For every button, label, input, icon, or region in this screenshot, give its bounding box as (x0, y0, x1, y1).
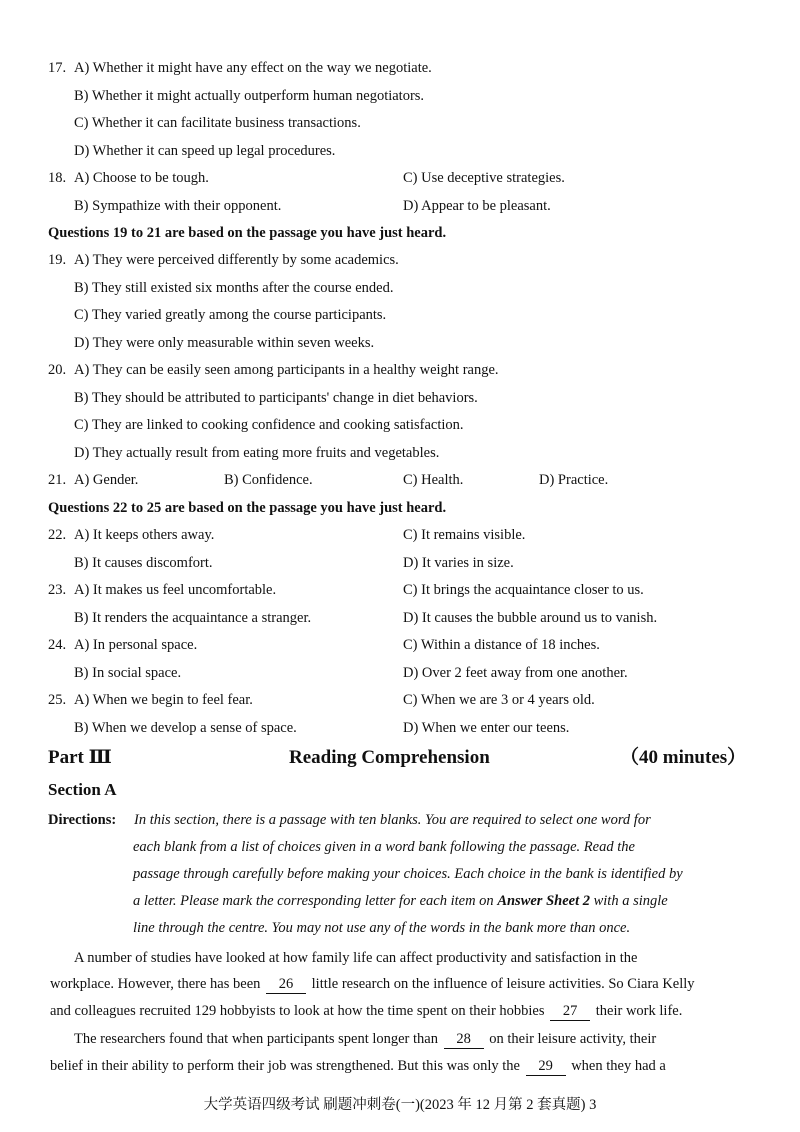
option-d: D) They were only measurable within seven weeks. (74, 335, 375, 351)
question-number: 23. (48, 582, 67, 598)
answer-sheet-ref: Answer Sheet 2 (497, 893, 590, 909)
question-19-row-c (0, 307, 800, 327)
question-number: 19. (48, 252, 67, 268)
question-number: 21. (48, 472, 67, 488)
question-19-row-d (0, 335, 800, 355)
option-b: B) In social space. (74, 665, 182, 681)
passage-p2-line-1 (74, 1031, 774, 1049)
passage-p2-line-2 (50, 1058, 750, 1076)
directions-line-5: line through the centre. You may not use any of the words in the bank more than once. (133, 920, 631, 936)
part-title: Reading Comprehension (289, 747, 490, 768)
directions-line-4-post: with a single (589, 893, 668, 909)
blank-28[interactable]: 28 (444, 1032, 484, 1049)
option-d: D) Practice. (539, 472, 609, 488)
question-23-row-2 (0, 610, 800, 630)
passage-text: workplace. However, there has been (50, 976, 261, 992)
part-label: Part Ⅲ (48, 747, 112, 768)
question-24-row-1 (0, 637, 800, 657)
blank-29[interactable]: 29 (526, 1059, 566, 1076)
question-number: 24. (48, 637, 67, 653)
passage-text: The researchers found that when participants spent longer than (74, 1031, 438, 1047)
directions-line-1: In this section, there is a passage with ten blanks. You are required to select one word for (134, 812, 651, 828)
question-21-row (0, 472, 800, 492)
question-24-row-2 (0, 665, 800, 685)
question-18-row-2 (0, 198, 800, 218)
question-17-row-a (0, 60, 800, 80)
question-number: 17. (48, 60, 67, 76)
question-17-row-d (0, 143, 800, 163)
passage-p1-line-3 (50, 1003, 750, 1021)
option-d: D) They actually result from eating more fruits and vegetables. (74, 445, 440, 461)
question-25-row-1 (0, 692, 800, 712)
passage-p1-line-1: A number of studies have looked at how family life can affect productivity and satisfaction in the (74, 950, 638, 966)
option-c: C) Use deceptive strategies. (403, 170, 565, 186)
option-a: A) Whether it might have any effect on the way we negotiate. (74, 60, 432, 76)
option-c: C) When we are 3 or 4 years old. (403, 692, 595, 708)
question-number: 18. (48, 170, 67, 186)
section-header-19-21: Questions 19 to 21 are based on the passage you have just heard. (48, 225, 447, 241)
question-17-row-b (0, 88, 800, 108)
option-a: A) They can be easily seen among participants in a healthy weight range. (74, 362, 499, 378)
option-c: C) Whether it can facilitate business transactions. (74, 115, 361, 131)
option-a: A) It makes us feel uncomfortable. (74, 582, 277, 598)
question-20-row-c (0, 417, 800, 437)
question-17-row-c (0, 115, 800, 135)
option-d: D) Appear to be pleasant. (403, 198, 551, 214)
section-header-22-25: Questions 22 to 25 are based on the passage you have just heard. (48, 500, 447, 516)
question-19-row-b (0, 280, 800, 300)
directions-line-4-pre: a letter. Please mark the corresponding letter for each item on (133, 893, 498, 909)
option-d: D) Whether it can speed up legal procedures. (74, 143, 336, 159)
option-c: C) Health. (403, 472, 464, 488)
option-c: C) They varied greatly among the course participants. (74, 307, 387, 323)
question-22-row-1 (0, 527, 800, 547)
passage-text: and colleagues recruited 129 hobbyists to look at how the time spent on their hobbies (50, 1003, 545, 1019)
option-a: A) They were perceived differently by some academics. (74, 252, 399, 268)
option-d: D) Over 2 feet away from one another. (403, 665, 628, 681)
question-20-row-d (0, 445, 800, 465)
option-c: C) They are linked to cooking confidence and cooking satisfaction. (74, 417, 464, 433)
question-number: 20. (48, 362, 67, 378)
passage-text: when they had a (571, 1058, 666, 1074)
option-b: B) It renders the acquaintance a stranger. (74, 610, 312, 626)
page-footer: 大学英语四级考试 刷题冲刺卷(一)(2023 年 12 月第 2 套真题) 3 (203, 1097, 597, 1113)
question-20-row-b (0, 390, 800, 410)
option-d: D) It varies in size. (403, 555, 514, 571)
question-25-row-2 (0, 720, 800, 740)
part-time: （40 minutes） (620, 747, 747, 768)
option-b: B) It causes discomfort. (74, 555, 213, 571)
option-b: B) They should be attributed to participants' change in diet behaviors. (74, 390, 478, 406)
question-number: 25. (48, 692, 67, 708)
question-20-row-a (0, 362, 800, 382)
directions-line-2: each blank from a list of choices given in a word bank following the passage. Read the (133, 839, 635, 855)
passage-text: little research on the influence of leisure activities. So Ciara Kelly (311, 976, 695, 992)
passage-text: their work life. (595, 1003, 683, 1019)
section-title: Section A (48, 780, 117, 799)
directions-line-4 (133, 893, 751, 910)
option-b: B) Sympathize with their opponent. (74, 198, 282, 214)
option-a: A) It keeps others away. (74, 527, 215, 543)
option-d: D) It causes the bubble around us to vanish. (403, 610, 658, 626)
passage-text: on their leisure activity, their (489, 1031, 657, 1047)
question-22-row-2 (0, 555, 800, 575)
option-a: A) Gender. (74, 472, 139, 488)
option-b: B) When we develop a sense of space. (74, 720, 297, 736)
option-a: A) In personal space. (74, 637, 198, 653)
option-b: B) They still existed six months after the course ended. (74, 280, 394, 296)
question-number: 22. (48, 527, 67, 543)
option-c: C) It brings the acquaintance closer to us. (403, 582, 644, 598)
option-a: A) Choose to be tough. (74, 170, 209, 186)
option-a: A) When we begin to feel fear. (74, 692, 253, 708)
option-b: B) Confidence. (224, 472, 313, 488)
passage-text: belief in their ability to perform their job was strengthened. But this was only the (50, 1058, 520, 1074)
option-d: D) When we enter our teens. (403, 720, 570, 736)
blank-27[interactable]: 27 (550, 1004, 590, 1021)
question-23-row-1 (0, 582, 800, 602)
option-c: C) Within a distance of 18 inches. (403, 637, 600, 653)
directions-line-3: passage through carefully before making your choices. Each choice in the bank is identified by (133, 866, 683, 882)
question-18-row-1 (0, 170, 800, 190)
question-19-row-a (0, 252, 800, 272)
passage-p1-line-2 (50, 976, 750, 994)
directions-label: Directions: (48, 812, 117, 828)
option-c: C) It remains visible. (403, 527, 526, 543)
blank-26[interactable]: 26 (266, 977, 306, 994)
option-b: B) Whether it might actually outperform human negotiators. (74, 88, 425, 104)
